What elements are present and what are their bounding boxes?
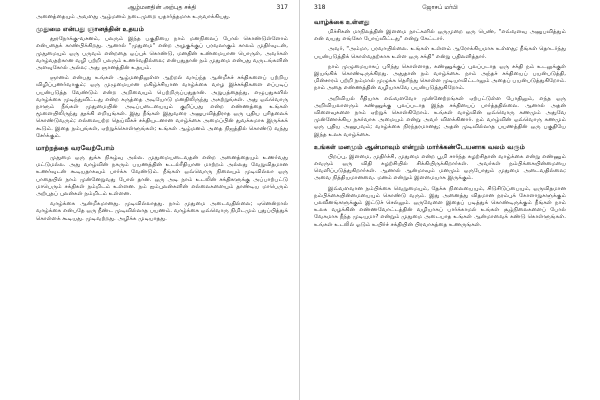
- right-page-number: 318: [314, 4, 326, 11]
- paragraph: ஞானம் என்பது உங்கள் ஆழ்மனதிலுள்ள ஆற்றல் வாய்ந்த ஆன்மீகச் சக்திகளைப் பற்றிய விழிப்புணர்வாகும்; ஒரு முழுமையான மகிழ்ச்சியான வாழ்க்கை வாழ இச்சக்திகளை எப்படிப் பயன்படுத்த வேண்டும் என்ற அறிவையும் பெற்றிருப்பதுதான். அறுபத்தைந்து, எழுபதுகளில் வாழ்க்கை முடிந்துவிட்டது என்ற கருத்தை அடியோடு மனதிலிருந்து அகற்றுங்கள். அது ஒவ்வொரு நாளும் நீங்கள் முதுமையின் அடிப்படையையும் குறிப்பது என்ற எண்ணத்தை உங்கள் மூளையிலிருந்து தூக்கி எறியுங்கள். இது நீங்கள் இதுவரை அனுபவித்திராத ஒரு புதிய புரிதலைக் கொண்டுவரும்; எல்லையற்ற தெய்வீகச் சக்தியுடனான வாழ்க்கை அமைப்பின் துவக்கமாக இருக்கக் கூடும். இதை நம்புங்கள், ஏற்றுக்கொள்ளுங்கள்; உங்கள் ஆழ்மனம் அதை நிஜத்தில் கொண்டு வந்து சேர்க்கும்.: [36, 75, 288, 139]
- section-heading-mind-soul: உங்கள் மனமும் ஆன்மாவும் என்றும் மார்க்கண்டேயனாக வலம் வரும்: [314, 142, 525, 151]
- right-page-header: [314, 2, 566, 14]
- section-heading-life-exists: வாழ்க்கை உள்ளது: [314, 18, 370, 26]
- paragraph: பிறப்பு, இளமை, முதிர்ச்சி, முதுமை என்ற பூமி சார்ந்த சுழற்சிதான் வாழ்க்கை என்று எண்ணும் எவரும் ஒரு விதி சுழற்சியில் சிக்கியிருக்கிறார்கள். அவர்கள் நம்பிக்கையின்மையை வெளிப்படுத்துகிறார்கள். ஆனால் ஆன்மாவும் மனமும் ஒருபோதும் முதுமை அடைவதில்லை; அவை நித்தியமானவை. மனம் என்றும் இளமையாக இருக்கும்.: [314, 153, 566, 182]
- right-page: [300, 0, 600, 400]
- left-running-title: ஆழ்மனதின் அற்புத சக்தி: [127, 4, 197, 11]
- section-heading-change: மாற்றத்தை வரவேற்போம்: [36, 144, 115, 153]
- paragraph: அவர், "அம்மா, பரவாயில்லை. உங்கள் உள்ளம் ஆரோக்கியமாக உள்ளது; நீங்கள் தொடர்ந்து பயன்படுத்திக் கொள்வதற்காக உள்ள ஒரு சக்தி" என்று பதிலளித்தார்.: [314, 46, 566, 60]
- paragraph: மிச்சிகன் மாநிலத்தின் இளமை நாட்களில் ஒருமுறை ஒரு பெண், "எவ்வளவு அனுபவித்தும் என் வயது எங்கோ போய்விட்டது" என்று கேட்டார்.: [314, 29, 566, 43]
- paragraph: நாம் முழுமையாகப் புரிந்து கொள்ளாத, கண்ணுக்குப் புலப்படாத ஒரு சக்தி நம் உடலுக்குள் இயங்கிக் கொண்டிருக்கிறது. அதுதான் நம் வாழ்க்கை. நாம் அந்தச் சக்தியைப் பயன்படுத்தி, மின்சாரம் பற்றி நம்மால் முழுக்க தெரிந்து கொள்ள முடியாவிட்டாலும் அதைப் பயன்படுத்துகிறோம். நாம் அதை எண்ணத்தின் வழியாகவே பயன்படுத்துகிறோம்.: [314, 63, 567, 92]
- left-page-number: 317: [276, 4, 288, 11]
- paragraph: தூரநோக்கு-வசனம், பலரும் இந்த பகுதியை நாம் மனநிலைப் போல் கொண்டுள்ளோம் என்பதைக் காண்பிக்கிறது. ஆனால் "முதுமை" என்ற அழகுக்குப் பரவலாகும் காலம் முதிர்வுடன், முதுமையும் ஒரு பருவம் என்றதை ஒப்புக் கொண்டு, மனதின் உண்மையான பொருள், அவர்கள் வாழ்வதற்கான வழி பற்றி பலரும் உணர்வதில்லை; என்பதுதான் நம் முதுமை என்பது வருடங்களின் அளவுகோல் அல்ல; அது ஞானத்தின் உதயம்.: [36, 36, 288, 72]
- right-running-title: ஜோசப் மர்பி: [422, 4, 458, 11]
- left-opening-paragraph: அனைத்தையும் அவளது ஆழ்மனம் நடைமுறை யதார்த்தமாக உருவாக்கியது.: [36, 14, 231, 20]
- paragraph: வாழ்க்கை ஆன்மீகமானது. முடிவில்லாதது. நாம் முதுமை அடைவதில்லை; ஏனென்றால் வாழ்க்கை என்பதே ஒரு நீண்ட முடிவில்லாத பயணம். வாழ்க்கை ஒவ்வொரு நிமிடமும் புதுப்பித்துக் கொள்ளக் கூடியது. முடிவற்றது. அழிக்க முடியாதது.: [36, 201, 288, 222]
- section-heading-wisdom: முதுமை என்பது ஞானத்தின் உதயம்: [36, 25, 144, 34]
- paragraph: இவ்வளவான நம்பிக்கை வெறுமையும், தேக்க நிலையையும், சிடுசிடுப்பையும், ஒருவிதமான நம்பிக்கையின்மையையும் கொண்டு வரும். இது அனைத்து விதமான நரம்புக் கோளாறுகளுக்கும் பலவீனங்களுக்கும் இட்டுச் செல்லும். ஒருவேளை இதைப் படித்துக் கொண்டிருக்கும் நீங்கள் நாம் உலக வழக்கின் எண்ணவோட்டத்தின் வழியாகப் பார்க்காமல் உங்கள் சூழ்நிலைகளைப் போல் வேகமாக நீந்த முடியுமா? என்றும் முதுமை அடையாத உங்கள் ஆன்மாவைக் கண்டு கொள்ளுங்கள். உங்கள் உடலில் ஓடும் உயிர்ச் சக்தியின் பிரவாகத்தை உணருங்கள்.: [314, 185, 566, 228]
- paragraph: முதுமை ஒரு துக்க நிகழ்வு அல்ல. முதுமையடைவதன் என்ற அனைத்தையும் உணர்வது மட்டுமல்ல. அது வாழ்வின் நகரும் பயணத்தின் உடல்ரீதியான மாற்றம் அல்லது வேறுவிதமான உணர்வுடன் கூடியதாகவும் பார்க்க வேண்டும். நீங்கள் ஒவ்வொரு நிலையும் முடிவில்லா ஒரு பாதையில் நாம் முன்னேறுவது போல் தான். ஒரு அடி நாம் உடலின் சக்திகளுக்கு அப்பாற்பட்டு மாபெரும் சக்திகள் நம்மிடம் உள்ளன. நம் ஐம்புலன்களின் எல்லைகளையும் தாண்டிய மாபெரும் அற்புதப் புலன்கள் நம்மிடம் உள்ளன.: [36, 155, 288, 198]
- left-page-header: [36, 2, 288, 14]
- paragraph: அறிவியல் ரீதியாக எவ்வளவோ முன்னேற்றங்கள் ஏற்பட்டுள்ள போதிலும், எந்த ஒரு அறிவியலாளரும் கண்ணுக்கு புலப்படாத இந்த சக்தியைப் பார்த்ததில்லை. ஆனால் அதன் விளைவுகளை நாம் ஏற்றுக் கொள்கிறோம். உங்கள் வாழ்வின் ஒவ்வொரு கணமும் அதுவே முன்னோக்கிய நகர்வாக அமையும் என்று அவர் விளக்கினார். நம் வாழ்வின் ஒவ்வொரு கணமும் ஒரு புதிய அனுபவம்; வாழ்க்கை நிரந்தரமானது; அதன் முடிவில்லாத பயணத்தின் ஒரு பகுதியே இந்த உலக வாழ்க்கை.: [314, 95, 566, 138]
